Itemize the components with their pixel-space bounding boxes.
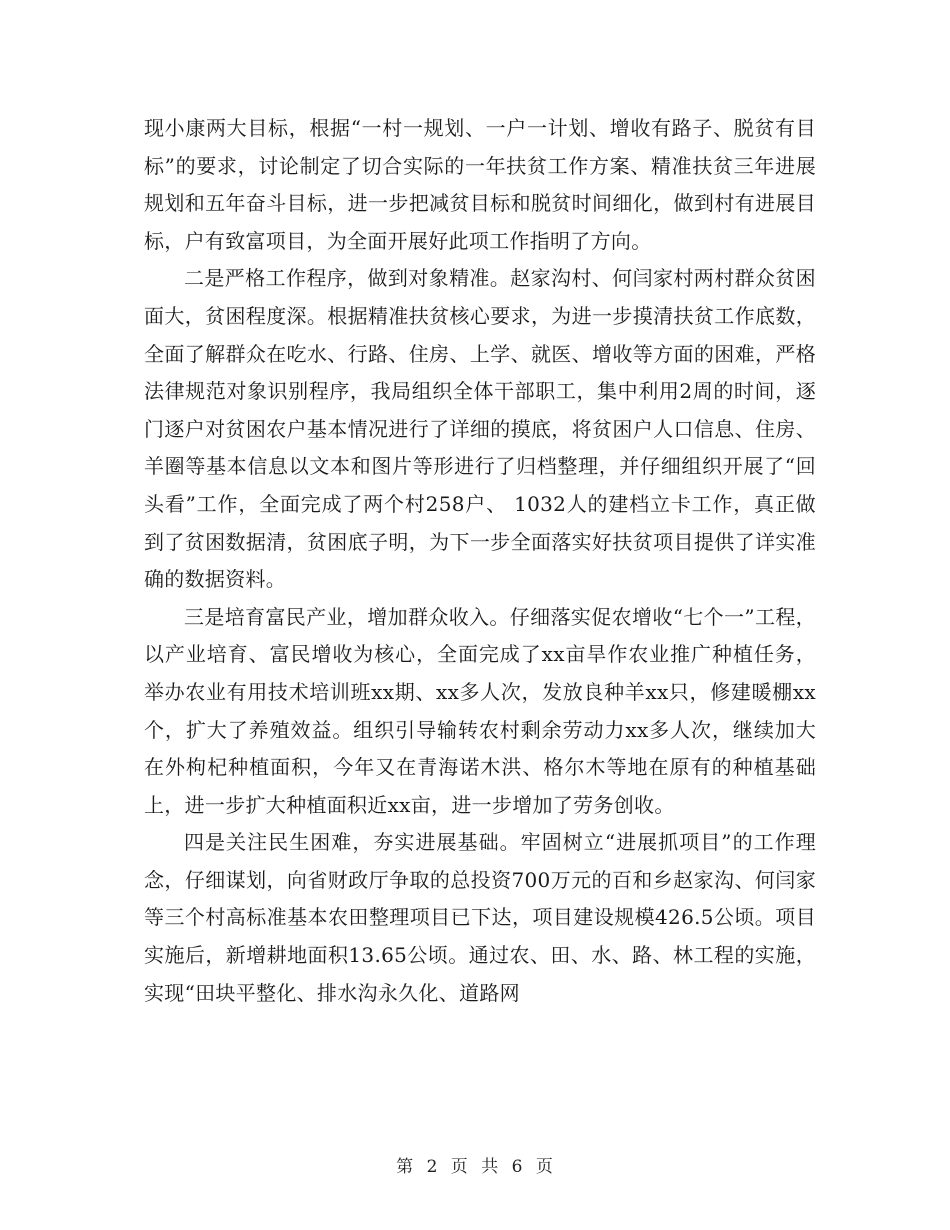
footer-current-page: 2 (426, 1157, 439, 1177)
paragraph-2: 二是严格工作程序，做到对象精准。赵家沟村、何闫家村两村群众贫困面大，贫困程度深。根据精准扶贫核心要求，为进一步摸清扶贫工作底数，全面了解群众在吃水、行路、住房、上学、就医、增收等方面的困难，严格法律规范对象识别程序，我局组织全体干部职工，集中利用2周的时间，逐门逐户对贫困农户基本情况进行了详细的摸底，将贫困户人口信息、住房、羊圈等基本信息以文本和图片等形进行了归档整理，并仔细组织开展了“回头看”工作，全面完成了两个村258户、 1032人的建档立卡工作，真正做到了贫困数据清，贫困底子明，为下一步全面落实好扶贫项目提供了详实准确的数据资料。 (144, 266, 816, 592)
footer-total-pages: 6 (511, 1157, 524, 1177)
paragraph-1: 现小康两大目标，根据“一村一规划、一户一计划、增收有路子、脱贫有目标”的要求，讨论制定了切合实际的一年扶贫工作方案、精准扶贫三年进展规划和五年奋斗目标，进一步把减贫目标和脱贫时间细化，做到村有进展目标，户有致富项目，为全面开展好此项工作指明了方向。 (144, 116, 816, 253)
page-footer (0, 1152, 950, 1177)
footer-total-word: 共 (481, 1157, 500, 1177)
paragraph-4: 四是关注民生困难，夯实进展基础。牢固树立“进展抓项目”的工作理念，仔细谋划，向省财政厅争取的总投资700万元的百和乡赵家沟、何闫家等三个村高标准基本农田整理项目已下达，项目建设规模426.5公顷。项目实施后，新增耕地面积13.65公顷。通过农、田、水、路、林工程的实施，实现“田块平整化、排水沟永久化、道路网 (144, 830, 816, 1005)
footer-prefix: 第 (396, 1157, 415, 1177)
paragraph-3: 三是培育富民产业，增加群众收入。仔细落实促农增收“七个一”工程，以产业培育、富民增收为核心，全面完成了xx亩旱作农业推广种植任务，举办农业有用技术培训班xx期、xx多人次，发放良种羊xx只，修建暖棚xx个，扩大了养殖效益。组织引导输转农村剩余劳动力xx多人次，继续加大在外枸杞种植面积，今年又在青海诺木洪、格尔木等地在原有的种植基础上，进一步扩大种植面积近xx亩，进一步增加了劳务创收。 (144, 604, 816, 817)
footer-suffix: 页 (535, 1157, 554, 1177)
footer-page-word: 页 (450, 1157, 469, 1177)
body-text (144, 110, 816, 1012)
